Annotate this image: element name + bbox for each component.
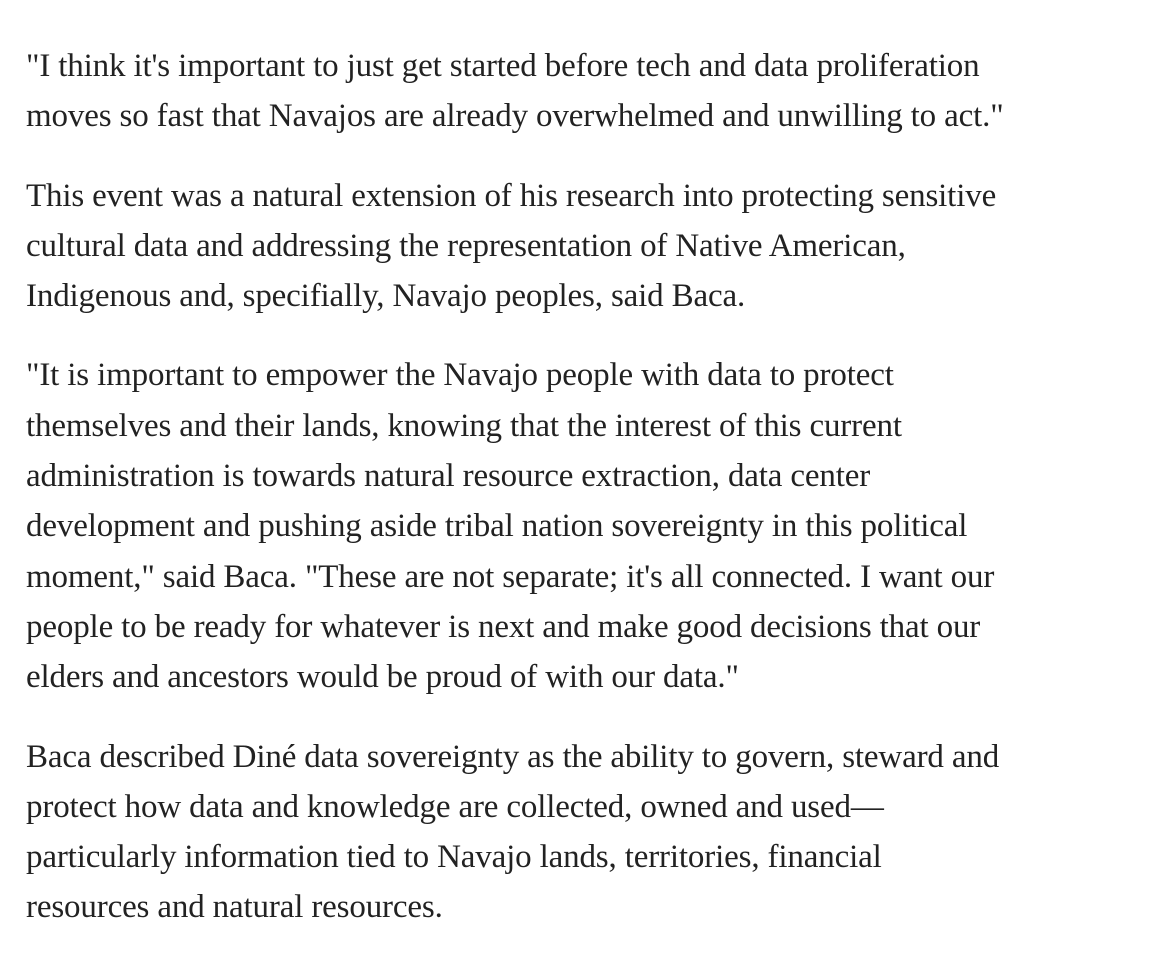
- paragraph-line: Indigenous and, specifially, Navajo peoples, said Baca.: [26, 278, 746, 315]
- paragraph-line: development and pushing aside tribal nation sovereignty in this political: [26, 508, 968, 545]
- paragraph-line: Baca described Diné data sovereignty as the ability to govern, steward and: [26, 738, 1000, 775]
- paragraph-line: moment," said Baca. "These are not separate; it's all connected. I want our: [26, 558, 995, 595]
- paragraph-line: cultural data and addressing the representation of Native American,: [26, 227, 906, 264]
- paragraph-event-extension: [26, 171, 1136, 322]
- paragraph-line: moves so fast that Navajos are already overwhelmed and unwilling to act.": [26, 98, 1004, 135]
- paragraph-line: resources and natural resources.: [26, 889, 443, 926]
- paragraph-line: protect how data and knowledge are collected, owned and used—: [26, 788, 884, 825]
- paragraph-line: administration is towards natural resource extraction, data center: [26, 458, 871, 495]
- paragraph-line: themselves and their lands, knowing that the interest of this current: [26, 407, 902, 444]
- paragraph-line: people to be ready for whatever is next and make good decisions that our: [26, 608, 981, 645]
- paragraph-quote-empower: [26, 350, 1136, 702]
- paragraph-line: "I think it's important to just get started before tech and data proliferation: [26, 48, 980, 84]
- paragraph-line: "It is important to empower the Navajo people with data to protect: [26, 357, 894, 394]
- paragraph-quote-get-started: [26, 41, 1136, 142]
- paragraph-line: elders and ancestors would be proud of with our data.": [26, 659, 739, 696]
- paragraph-line: particularly information tied to Navajo lands, territories, financial: [26, 839, 882, 876]
- paragraph-data-sovereignty: [26, 732, 1136, 933]
- paragraph-line: This event was a natural extension of his research into protecting sensitive: [26, 177, 997, 214]
